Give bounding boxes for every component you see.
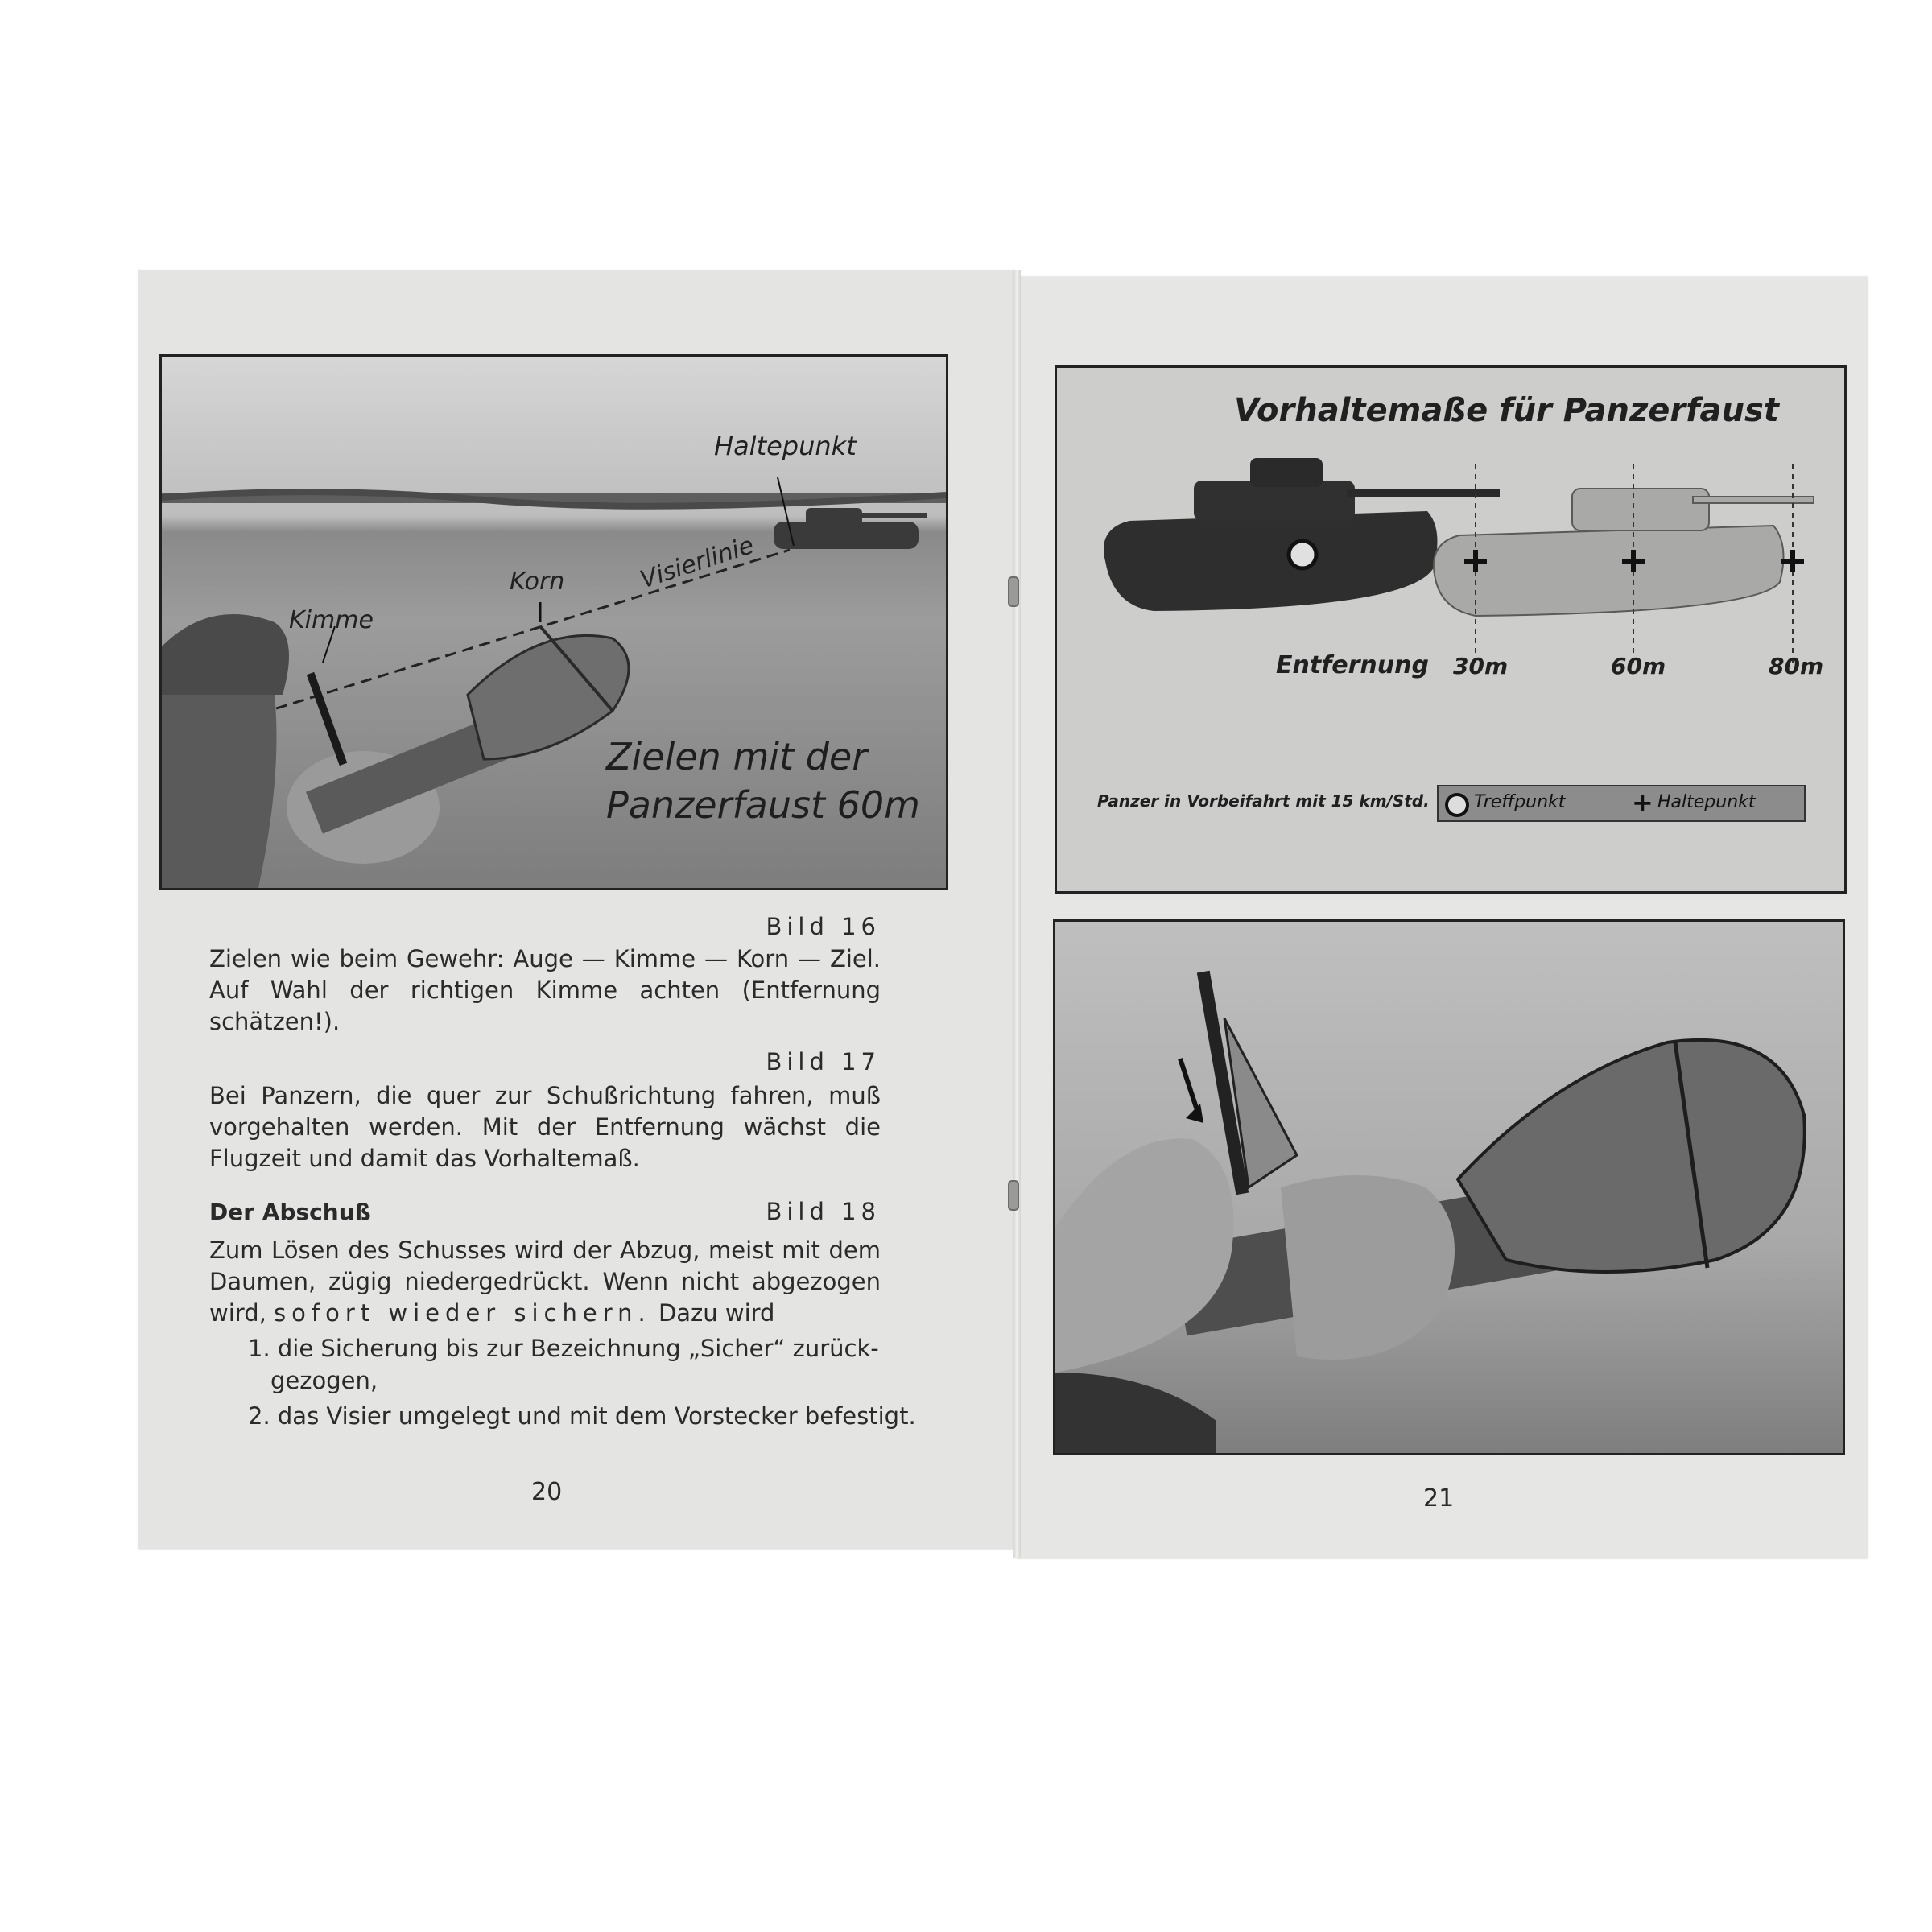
distant-tank-icon: [774, 508, 927, 549]
label-kimme: Kimme: [289, 606, 374, 634]
page-number-21: 21: [1423, 1484, 1455, 1513]
label-entfernung: Entfernung: [1276, 651, 1429, 679]
diagram-note: Panzer in Vorbeifahrt mit 15 km/Std.: [1097, 791, 1430, 811]
page-20: [138, 270, 1016, 1549]
label-korn: Korn: [510, 568, 565, 596]
list-item-1-line-2: gezogen,: [270, 1367, 378, 1394]
soldier-helmet-icon: [162, 614, 289, 695]
staple-top: [1008, 576, 1019, 607]
section-heading-abschuss: Der Abschuß: [209, 1199, 371, 1225]
text-bild-18-a: Zum Lösen des Schusses wird der Abzug, meist mit dem Daumen, zügig niedergedrückt. Wenn nicht abgezogen wird,: [209, 1236, 881, 1327]
staple-bottom: [1008, 1180, 1019, 1211]
treffpunkt-circle-icon: [1445, 793, 1469, 817]
text-bild-16: Zielen wie beim Gewehr: Auge — Kimme — Korn — Ziel. Auf Wahl der richtigen Kimme achten (Entfernung schätzen!).: [209, 945, 881, 1035]
ghost-tank-icon: [1434, 489, 1814, 616]
legend-treffpunkt: Treffpunkt: [1474, 792, 1566, 812]
arrow-down-icon: [1180, 1059, 1199, 1115]
legend-haltepunkt: Haltepunkt: [1657, 792, 1756, 812]
text-bild-18-emphasis: sofort wieder sichern.: [274, 1299, 651, 1327]
label-haltepunkt: Haltepunkt: [714, 431, 857, 461]
trigger-illustration: [1055, 922, 1843, 1453]
warhead-icon: [1458, 1040, 1805, 1272]
label-80m: 80m: [1769, 653, 1824, 679]
diagram-legend: [1437, 785, 1806, 822]
text-bild-18-b: Dazu wird: [658, 1299, 775, 1327]
label-30m: 30m: [1453, 653, 1509, 679]
haltepunkt-cross-icon: +: [1632, 787, 1653, 818]
caption-bild-16: Bild 16: [766, 913, 881, 940]
caption-bild-18: Bild 18: [766, 1198, 881, 1225]
text-bild-17: Bei Panzern, die quer zur Schußrichtung fahren, muß vorgehalten werden. Mit der Entfernung wächst die Flugzeit und damit das Vorhaltemaß.: [209, 1082, 881, 1172]
label-visierlinie: Visierlinie: [637, 530, 758, 595]
figure-title-line1: Zielen mit der: [606, 735, 868, 778]
label-60m: 60m: [1611, 653, 1666, 679]
page-21: [1016, 277, 1868, 1558]
figure-17-lead-diagram: [1055, 365, 1847, 894]
figure-18-trigger-photo: [1053, 919, 1845, 1455]
text-bild-18: [209, 1235, 881, 1329]
booklet-spine: [1013, 270, 1021, 1558]
list-item-2: 2. das Visier umgelegt und mit dem Vorstecker befestigt.: [248, 1402, 916, 1430]
page-number-20: 20: [531, 1478, 563, 1506]
warhead-icon: [468, 635, 629, 759]
caption-bild-17: Bild 17: [766, 1048, 881, 1075]
booklet-spread: [138, 270, 1868, 1558]
diagram-title: Vorhaltemaße für Panzerfaust: [1234, 392, 1779, 429]
figure-title-line2: Panzerfaust 60m: [606, 783, 920, 827]
figure-16-aiming-photo: [159, 354, 948, 890]
list-item-1-line-1: 1. die Sicherung bis zur Bezeichnung „Sicher“ zurück-: [248, 1335, 879, 1362]
